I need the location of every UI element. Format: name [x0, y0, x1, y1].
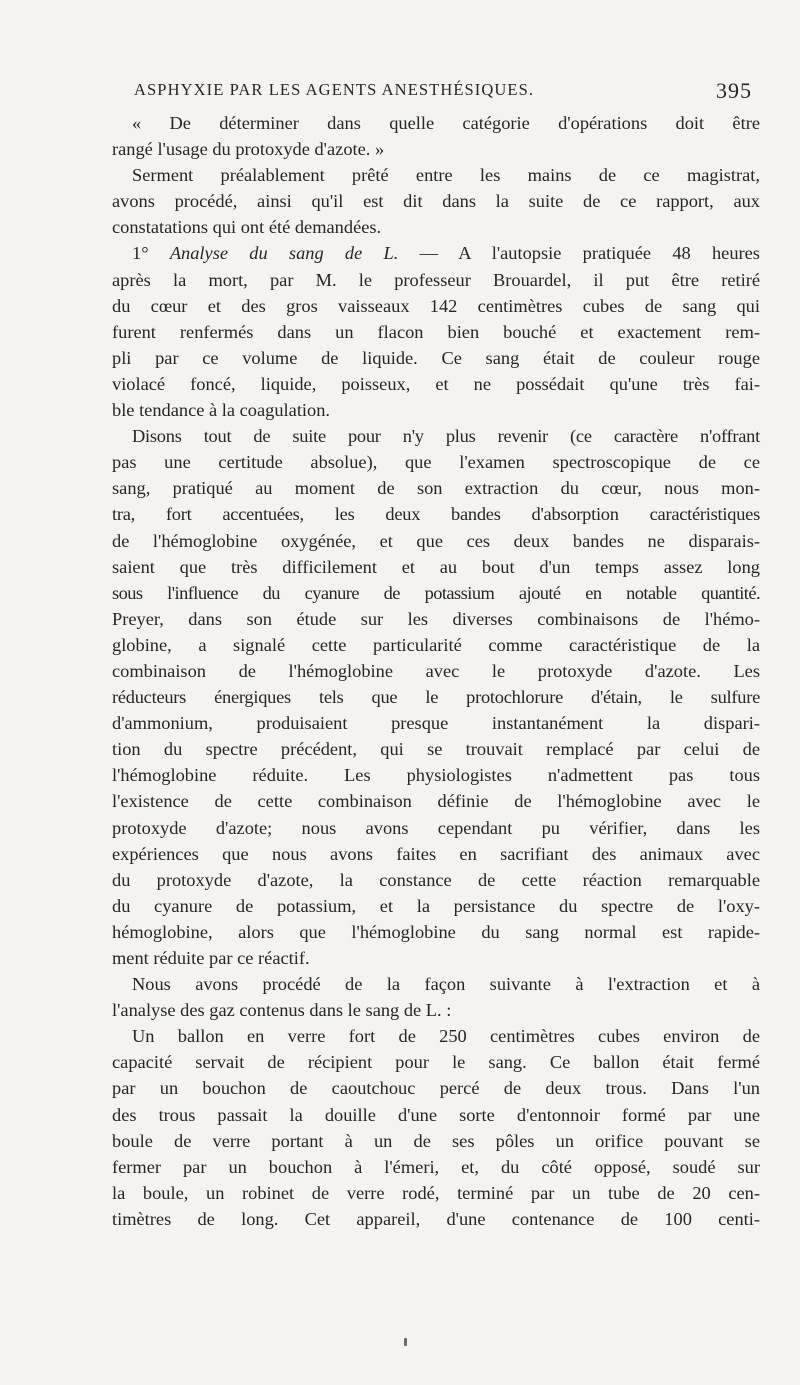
running-head: ASPHYXIE PAR LES AGENTS ANESTHÉSIQUES.	[134, 80, 535, 99]
text-line-section-start	[112, 240, 760, 266]
text-line: globine, a signalé cette particularité comme caractéristique de la	[112, 634, 760, 655]
page-header	[112, 80, 752, 106]
text-line: timètres de long. Cet appareil, d'une contenance de 100 centi-	[112, 1208, 760, 1229]
text-line: l'hémoglobine réduite. Les physiologistes n'admettent pas tous	[112, 765, 760, 786]
text-line: sous l'influence du cyanure de potassium ajouté en notable quantité.	[112, 582, 760, 603]
text-line: tion du spectre précédent, qui se trouvait remplacé par celui de	[112, 739, 760, 760]
text-line: l'analyse des gaz contenus dans le sang de L. :	[112, 1000, 452, 1021]
text-line: violacé foncé, liquide, poisseux, et ne possédait qu'une très fai-	[112, 373, 760, 394]
text-line: rangé l'usage du protoxyde d'azote. »	[112, 139, 385, 160]
text-line: Preyer, dans son étude sur les diverses combinaisons de l'hémo-	[112, 608, 760, 629]
text-line: Serment préalablement prêté entre les mains de ce magistrat,	[132, 165, 760, 186]
text-line: du protoxyde d'azote, la constance de cette réaction remarquable	[112, 869, 760, 890]
text-line: Nous avons procédé de la façon suivante à l'extraction et à	[132, 974, 760, 995]
text-line: ment réduite par ce réactif.	[112, 948, 310, 968]
print-fleck	[404, 1338, 407, 1346]
text-line: réducteurs énergiques tels que le protochlorure d'étain, le sulfure	[112, 687, 760, 708]
text-line: par un bouchon de caoutchouc percé de deux trous. Dans l'un	[112, 1078, 760, 1099]
text-line: saient que très difficilement et au bout d'un temps assez long	[112, 556, 760, 577]
text-line: expériences que nous avons faites en sacrifiant des animaux avec	[112, 843, 760, 864]
text-line: pas une certitude absolue), que l'examen spectroscopique de ce	[112, 452, 760, 473]
text-line: Un ballon en verre fort de 250 centimètres cubes environ de	[132, 1026, 760, 1047]
text-line: furent renfermés dans un flacon bien bouché et exactement rem-	[112, 321, 760, 342]
text-line: capacité servait de récipient pour le sang. Ce ballon était fermé	[112, 1052, 760, 1073]
text-line: de l'hémoglobine oxygénée, et que ces deux bandes ne disparais-	[112, 530, 760, 551]
text-line: d'ammonium, produisaient presque instantanément la dispari-	[112, 713, 760, 734]
text-fragment: heures	[711, 243, 760, 264]
body-text	[112, 110, 760, 1232]
page-number: 395	[716, 78, 752, 103]
text-line: « De déterminer dans quelle catégorie d'opérations doit être	[132, 113, 760, 133]
text-line: des trous passait la douille d'une sorte d'entonnoir formé par une	[112, 1104, 760, 1125]
text-line: avons procédé, ainsi qu'il est dit dans la suite de ce rapport, aux	[112, 191, 760, 212]
text-line: du cœur et des gros vaisseaux 142 centimètres cubes de sang qui	[112, 295, 760, 316]
text-line: hémoglobine, alors que l'hémoglobine du sang normal est rapide-	[112, 921, 760, 942]
text-line: protoxyde d'azote; nous avons cependant pu vérifier, dans les	[112, 817, 760, 838]
text-line: sang, pratiqué au moment de son extraction du cœur, nous mon-	[112, 478, 760, 499]
section-title: Analyse du sang de L.	[169, 243, 399, 264]
section-number: 1°	[132, 243, 149, 264]
text-line: constatations qui ont été demandées.	[112, 217, 382, 238]
text-line: l'existence de cette combinaison définie de l'hémoglobine avec le	[112, 791, 760, 812]
text-line: fermer par un bouchon à l'émeri, et, du côté opposé, soudé sur	[112, 1156, 760, 1177]
text-line: combinaison de l'hémoglobine avec le protoxyde d'azote. Les	[112, 660, 760, 681]
text-line: Disons tout de suite pour n'y plus revenir (ce caractère n'offrant	[132, 426, 760, 447]
section-text: — A l'autopsie pratiquée 48	[398, 243, 691, 264]
text-line: pli par ce volume de liquide. Ce sang était de couleur rouge	[112, 347, 760, 368]
text-line: ble tendance à la coagulation.	[112, 400, 331, 421]
text-line: tra, fort accentuées, les deux bandes d'absorption caractéristiques	[112, 504, 760, 525]
text-line: du cyanure de potassium, et la persistance du spectre de l'oxy-	[112, 895, 760, 916]
text-line: après la mort, par M. le professeur Brouardel, il put être retiré	[112, 269, 760, 290]
text-line: boule de verre portant à un de ses pôles un orifice pouvant se	[112, 1130, 760, 1151]
text-line: la boule, un robinet de verre rodé, terminé par un tube de 20 cen-	[112, 1182, 760, 1203]
